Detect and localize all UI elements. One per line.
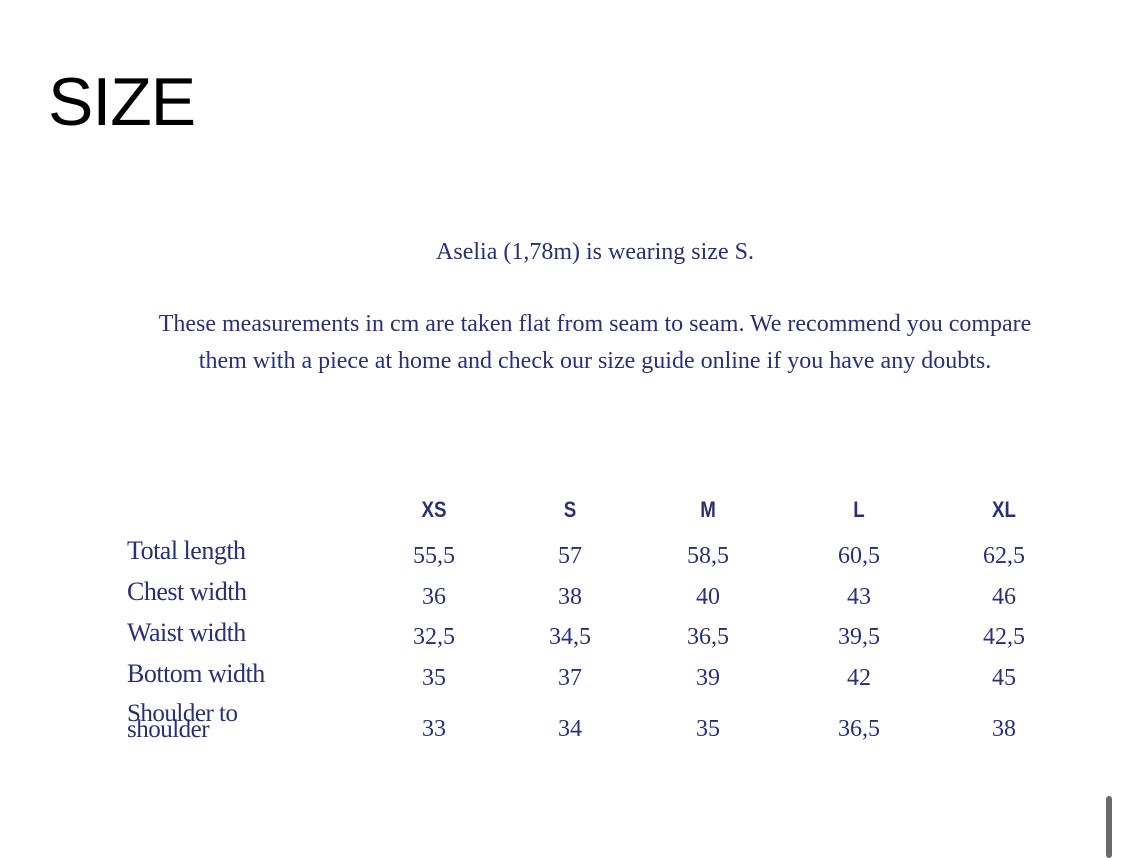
table-cell: 58,5 <box>687 543 729 569</box>
table-cell: 36,5 <box>838 716 880 742</box>
table-cell: 35 <box>422 665 446 691</box>
table-cell: 34 <box>558 716 582 742</box>
table-cell: 32,5 <box>413 624 455 650</box>
table-cell: 45 <box>992 665 1016 691</box>
size-header-l: L <box>853 497 865 522</box>
size-header-m: M <box>700 497 716 522</box>
table-cell: 42 <box>847 665 871 691</box>
table-cell: 33 <box>422 716 446 742</box>
table-cell: 38 <box>558 584 582 610</box>
table-cell: 35 <box>696 716 720 742</box>
table-cell: 46 <box>992 584 1016 610</box>
page-title: SIZE <box>48 64 196 140</box>
table-cell: 40 <box>696 584 720 610</box>
table-cell: 42,5 <box>983 624 1025 650</box>
table-cell: 34,5 <box>549 624 591 650</box>
model-note: Aselia (1,78m) is wearing size S. <box>436 239 754 265</box>
table-cell: 36 <box>422 584 446 610</box>
row-label-waist-width: Waist width <box>127 618 246 647</box>
table-cell: 62,5 <box>983 543 1025 569</box>
table-cell: 43 <box>847 584 871 610</box>
table-cell: 60,5 <box>838 543 880 569</box>
size-header-xl: XL <box>992 497 1016 522</box>
table-cell: 57 <box>558 543 582 569</box>
row-label-bottom-width: Bottom width <box>127 659 265 688</box>
measurement-note: These measurements in cm are taken flat from seam to seam. We recommend you compare them with a piece at home and check our size guide online if you have any doubts. <box>158 311 1032 374</box>
table-cell: 39,5 <box>838 624 880 650</box>
row-label-chest-width: Chest width <box>127 577 247 606</box>
row-label-shoulder-to-shoulder: Shoulder to shoulder <box>127 700 238 743</box>
row-label-total-length: Total length <box>127 536 246 565</box>
table-cell: 37 <box>558 665 582 691</box>
table-cell: 39 <box>696 665 720 691</box>
table-cell: 36,5 <box>687 624 729 650</box>
table-cell: 55,5 <box>413 543 455 569</box>
scroll-indicator[interactable] <box>1106 796 1112 858</box>
size-header-xs: XS <box>421 497 447 522</box>
table-cell: 38 <box>992 716 1016 742</box>
size-header-s: S <box>563 497 577 522</box>
